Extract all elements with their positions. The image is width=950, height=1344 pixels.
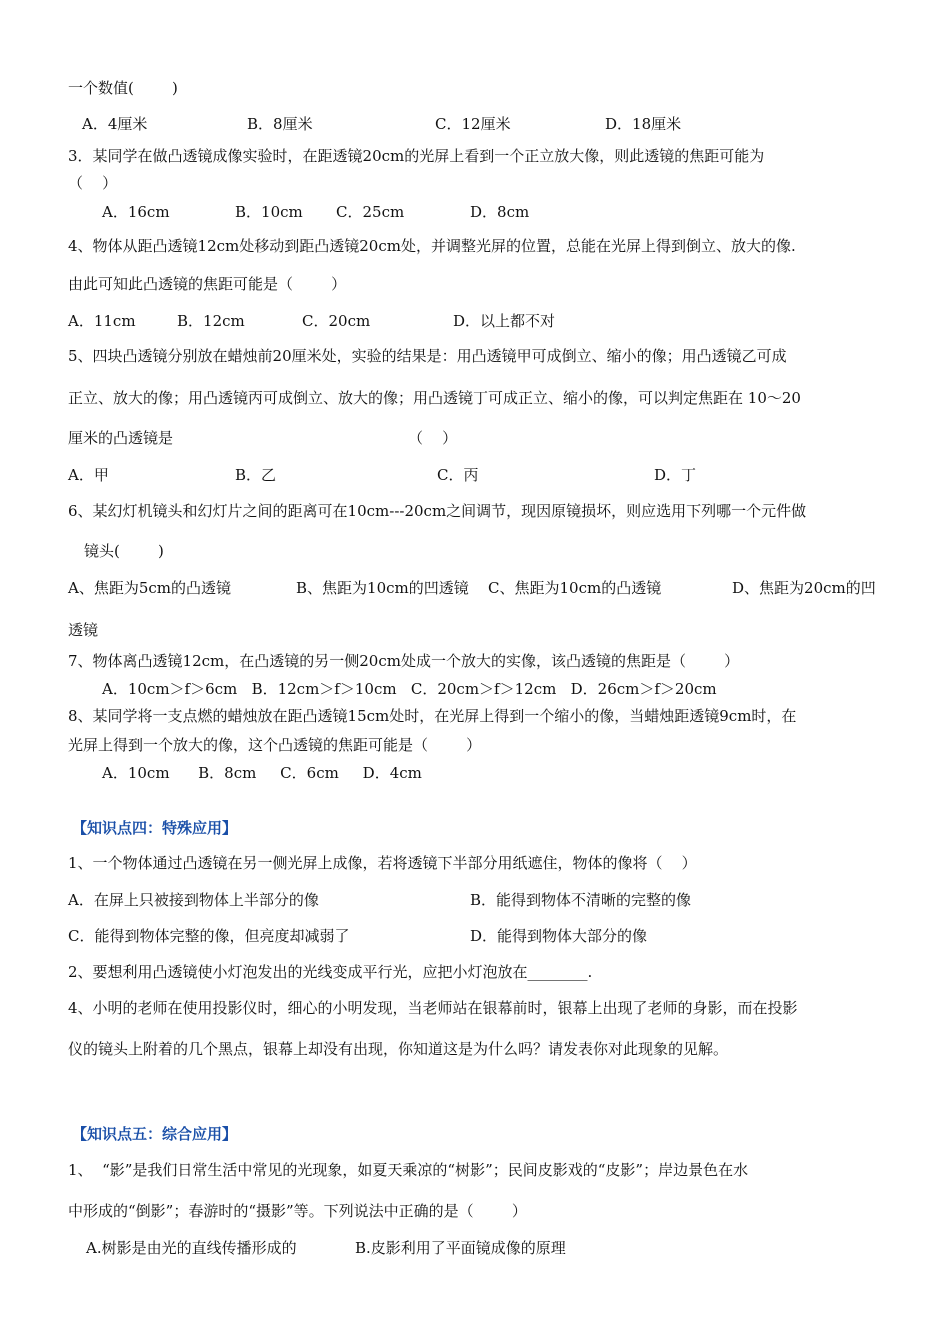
- question-5-blank: （ ）: [408, 429, 458, 447]
- question-s4-2: 2、要想利用凸透镜使小灯泡发出的光线变成平行光，应把小灯泡放在________.: [68, 963, 593, 981]
- section-heading: 【知识点五：综合应用】: [72, 1125, 238, 1143]
- question-s4-1: 1、一个物体通过凸透镜在另一侧光屏上成像，若将透镜下半部分用纸遮住，物体的像将（ ）: [68, 854, 697, 872]
- option-d: D．以上都不对: [453, 312, 556, 330]
- option-b: B．乙: [235, 466, 277, 484]
- option-d: D．丁: [654, 466, 697, 484]
- section-heading: 【知识点四：特殊应用】: [72, 819, 238, 837]
- option-a: A、焦距为5cm的凸透镜: [68, 579, 232, 597]
- option-a: A．4厘米: [82, 115, 148, 133]
- option-b: B．10cm: [235, 203, 303, 221]
- question-8: 8、某同学将一支点燃的蜡烛放在距凸透镜15cm处时，在光屏上得到一个缩小的像，当蜡烛距透镜9cm时，在: [68, 707, 797, 725]
- option-a: A．16cm: [102, 203, 170, 221]
- option-c: C．能得到物体完整的像，但亮度却减弱了: [68, 927, 350, 945]
- option-d: D．8cm: [470, 203, 530, 221]
- question-6-cont: 镜头( ): [84, 542, 164, 560]
- question-7: 7、物体离凸透镜12cm，在凸透镜的另一侧20cm处成一个放大的实像，该凸透镜的焦距是（ ）: [68, 652, 740, 670]
- option-c: C．25cm: [336, 203, 405, 221]
- option-a: A．甲: [68, 466, 109, 484]
- option-b: B．8厘米: [247, 115, 313, 133]
- question-4-cont: 由此可知此凸透镜的焦距可能是（ ）: [68, 275, 347, 293]
- question-3: 3．某同学在做凸透镜成像实验时，在距透镜20cm的光屏上看到一个正立放大像，则此透镜的焦距可能为: [68, 147, 765, 165]
- question-4: 4、物体从距凸透镜12cm处移动到距凸透镜20cm处，并调整光屏的位置，总能在光屏上得到倒立、放大的像.: [68, 237, 796, 255]
- option-c: C．丙: [437, 466, 479, 484]
- option-a: A.树影是由光的直线传播形成的: [86, 1239, 297, 1257]
- option-d: D、焦距为20cm的凹: [732, 579, 876, 597]
- option-d: D．能得到物体大部分的像: [470, 927, 648, 945]
- option-b: B.皮影利用了平面镜成像的原理: [355, 1239, 566, 1257]
- question-6: 6、某幻灯机镜头和幻灯片之间的距离可在10cm---20cm之间调节，现因原镜损坏，则应选用下列哪一个元件做: [68, 502, 807, 520]
- question-3-blank: （ ）: [68, 174, 118, 192]
- question-7-options: A．10cm＞f＞6cm B．12cm＞f＞10cm C．20cm＞f＞12cm D．26cm＞f＞20cm: [102, 680, 717, 698]
- option-a: A．11cm: [68, 312, 136, 330]
- option-c: C．20cm: [302, 312, 371, 330]
- option-d-cont: 透镜: [68, 621, 99, 639]
- option-c: C、焦距为10cm的凸透镜: [488, 579, 662, 597]
- option-b: B．能得到物体不清晰的完整的像: [470, 891, 692, 909]
- option-d: D．18厘米: [605, 115, 682, 133]
- question-s5-1-cont: 中形成的“倒影”；春游时的“摄影”等。下列说法中正确的是（ ）: [68, 1202, 527, 1220]
- option-b: B．12cm: [177, 312, 245, 330]
- question-8-cont: 光屏上得到一个放大的像，这个凸透镜的焦距可能是（ ）: [68, 736, 482, 754]
- question-5: 5、四块凸透镜分别放在蜡烛前20厘米处，实验的结果是：用凸透镜甲可成倒立、缩小的像；用凸透镜乙可成: [68, 347, 787, 365]
- question-s4-4: 4、小明的老师在使用投影仪时，细心的小明发现，当老师站在银幕前时，银幕上出现了老师的身影，而在投影: [68, 999, 798, 1017]
- option-a: A．在屏上只被接到物体上半部分的像: [68, 891, 319, 909]
- option-b: B、焦距为10cm的凹透镜: [296, 579, 469, 597]
- option-c: C．12厘米: [435, 115, 511, 133]
- question-5-cont: 正立、放大的像；用凸透镜丙可成倒立、放大的像；用凸透镜丁可成正立、缩小的像，可以判定焦距在 10～20: [68, 389, 801, 407]
- question-s5-1: 1、 “影”是我们日常生活中常见的光现象，如夏天乘凉的“树影”；民间皮影戏的“皮影”；岸边景色在水: [68, 1161, 749, 1179]
- question-s4-4-cont: 仪的镜头上附着的几个黑点，银幕上却没有出现，你知道这是为什么吗？请发表你对此现象的见解。: [68, 1040, 729, 1058]
- question-5-cont: 厘米的凸透镜是: [68, 429, 174, 447]
- question-8-options: A．10cm B．8cm C．6cm D．4cm: [102, 764, 422, 782]
- question-tail: 一个数值( ): [68, 79, 178, 97]
